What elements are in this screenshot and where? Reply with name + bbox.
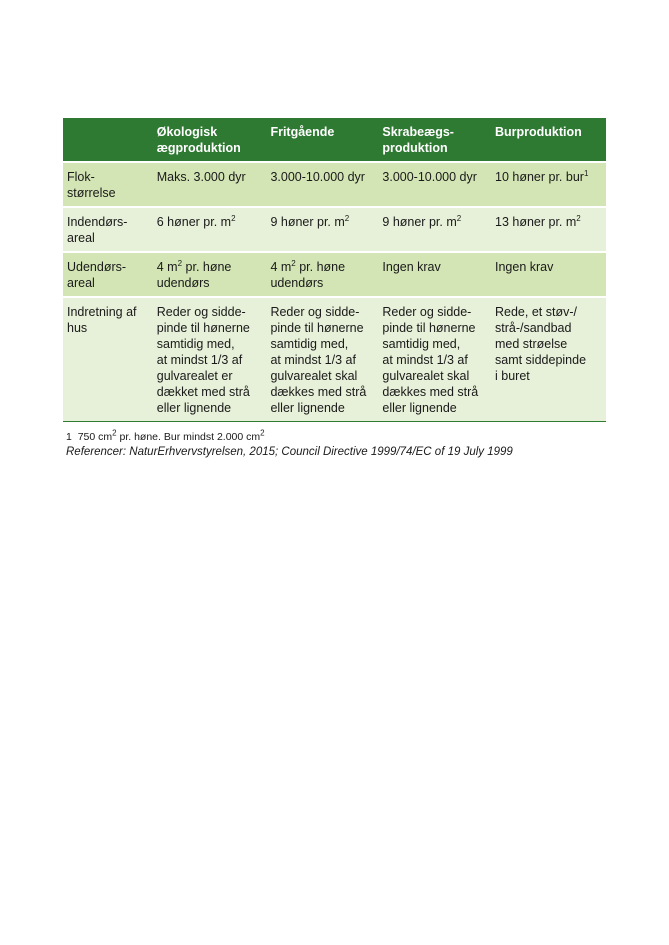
cell: Maks. 3.000 dyr bbox=[154, 162, 268, 207]
header-free-range: Fritgående bbox=[267, 118, 379, 162]
table-row-housing bbox=[63, 297, 606, 422]
cell bbox=[154, 252, 268, 297]
cell-text: 9 høner pr. m bbox=[270, 215, 345, 229]
header-cage: Burproduktion bbox=[492, 118, 606, 162]
row-label-indoor-area: Indendørs- areal bbox=[63, 207, 154, 252]
cell bbox=[492, 207, 606, 252]
cell: Reder og sidde- pinde til hønerne samtidig med, at mindst 1/3 af gulvarealet skal dækkes med strå eller lignende bbox=[267, 297, 379, 422]
header-barn: Skrabeægs- produktion bbox=[379, 118, 492, 162]
header-empty bbox=[63, 118, 154, 162]
superscript: 2 bbox=[344, 213, 350, 223]
references: Referencer: NaturErhvervstyrelsen, 2015; Council Directive 1999/74/EC of 19 July 1999 bbox=[66, 446, 513, 458]
superscript: 2 bbox=[576, 213, 581, 223]
cell: 3.000-10.000 dyr bbox=[379, 162, 492, 207]
cell bbox=[267, 252, 379, 297]
cell: Reder og sidde- pinde til hønerne samtidig med, at mindst 1/3 af gulvarealet er dækket med strå eller lignende bbox=[154, 297, 268, 422]
cell-text: 10 høner pr. bur bbox=[495, 170, 584, 184]
footnote-ref: 1 bbox=[583, 168, 589, 178]
row-label-outdoor-area: Udendørs- areal bbox=[63, 252, 154, 297]
footnote-text: 750 cm bbox=[77, 431, 113, 443]
cell-text: pr. høne udendørs bbox=[156, 260, 232, 290]
superscript: 2 bbox=[291, 258, 296, 268]
cell: 3.000-10.000 dyr bbox=[267, 162, 379, 207]
cell-text: 9 høner pr. m bbox=[382, 215, 457, 229]
cell: Ingen krav bbox=[379, 252, 492, 297]
footnote bbox=[66, 428, 265, 443]
cell-text: 6 høner pr. m bbox=[156, 215, 232, 229]
footnote-number: 1 bbox=[66, 431, 72, 443]
table-row-flock-size bbox=[63, 162, 606, 207]
cell: Rede, et støv-/ strå-/sandbad med strøelse samt siddepinde i buret bbox=[492, 297, 606, 422]
table-row-indoor-area bbox=[63, 207, 606, 252]
header-organic: Økologisk ægproduktion bbox=[154, 118, 268, 162]
cell bbox=[379, 207, 492, 252]
superscript: 2 bbox=[231, 213, 236, 223]
cell: Reder og sidde- pinde til hønerne samtidig med, at mindst 1/3 af gulvarealet skal dækkes med strå eller lignende bbox=[379, 297, 492, 422]
superscript: 2 bbox=[112, 428, 117, 438]
cell: Ingen krav bbox=[492, 252, 606, 297]
footnote-text: pr. høne. Bur mindst 2.000 cm bbox=[116, 431, 261, 443]
cell bbox=[492, 162, 606, 207]
superscript: 2 bbox=[177, 258, 183, 268]
cell bbox=[267, 207, 379, 252]
row-label-housing: Indretning af hus bbox=[63, 297, 154, 422]
egg-production-table bbox=[63, 118, 606, 422]
table-header-row bbox=[63, 118, 606, 162]
cell-text: 4 m bbox=[270, 260, 292, 274]
cell bbox=[154, 207, 268, 252]
cell-text: 13 høner pr. m bbox=[495, 215, 577, 229]
superscript: 2 bbox=[260, 428, 265, 438]
table-row-outdoor-area bbox=[63, 252, 606, 297]
row-label-flock-size: Flok- størrelse bbox=[63, 162, 154, 207]
cell-text: 4 m bbox=[156, 260, 178, 274]
superscript: 2 bbox=[456, 213, 462, 223]
cell-text: pr. høne udendørs bbox=[270, 260, 346, 290]
